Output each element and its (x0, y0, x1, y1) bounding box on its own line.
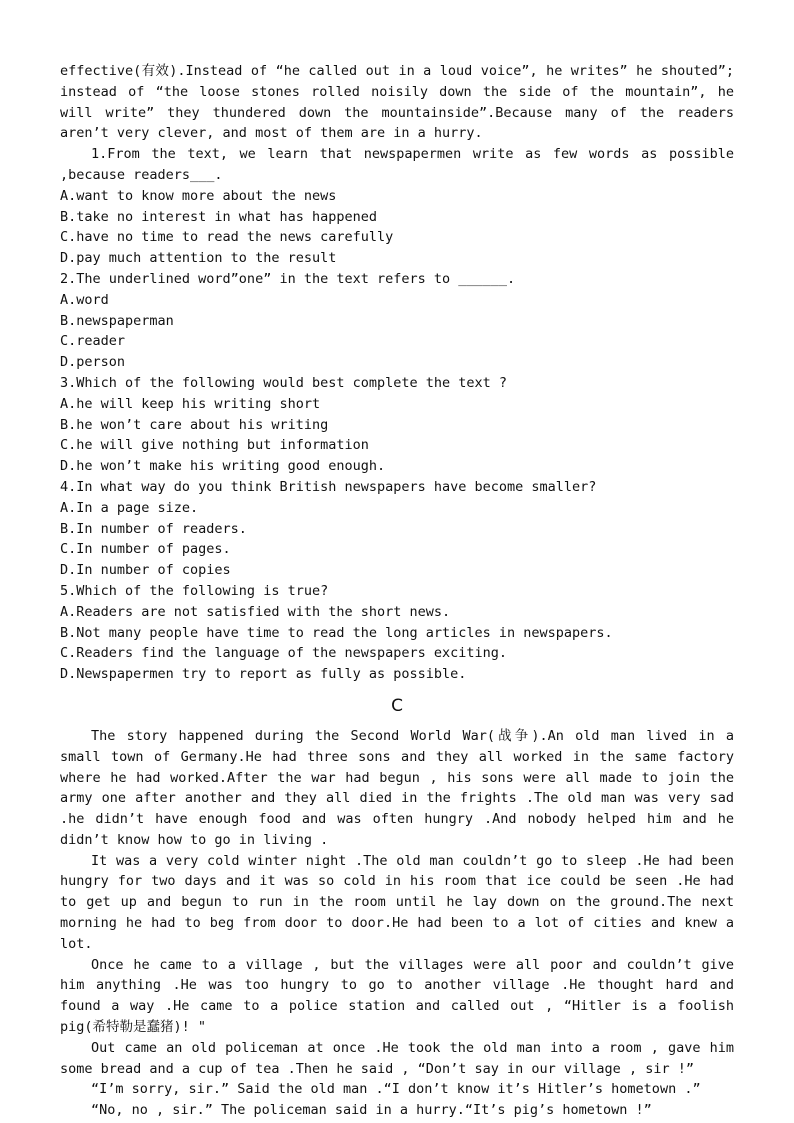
paragraph: Out came an old policeman at once .He took the old man into a room , gave him some bread and a cup of tea .Then he said , “Don’t say in our village , sir !” (60, 1039, 734, 1077)
passage-b-tail: effective(有效).Instead of “he called out in a loud voice”, he writes” he shouted”; instead of “the loose stones rolled noisily down the side of the mountain”, he will write” they thundered down the mountainside”.Because many of the readers aren’t very clever, and most of them are in a hurry. (60, 63, 734, 142)
paragraph: The story happened during the Second World War(战争).An old man lived in a small town of Germany.He had three sons and they all worked in the same factory where he had worked.After the war had begun , his sons were all made to join the army one after another and they all died in the frights .The old man was very sad .he didn’t have enough food and was often hungry .And nobody helped him and he didn’t know how to go in living . (60, 727, 734, 848)
option-d: D.person (60, 354, 126, 371)
option-c: C.In number of pages. (60, 541, 231, 558)
question-3 (60, 373, 734, 477)
option-a: A.Readers are not satisfied with the short news. (60, 603, 451, 620)
question-stem: 1.From the text, we learn that newspapermen write as few words as possible ,because readers___. (60, 146, 734, 183)
question-4 (60, 477, 734, 581)
question-1 (60, 144, 734, 269)
paragraph: It was a very cold winter night .The old man couldn’t go to sleep .He had been hungry for two days and it was so cold in his room that ice could be seen .He had to get up and begun to run in the room until he lay down on the ground.The next morning he had to beg from door to door.He had been to a lot of cities and knew a lot. (60, 852, 734, 952)
question-2 (60, 269, 734, 373)
option-a: A.word (60, 291, 109, 308)
document-page (60, 61, 734, 1121)
option-b: B.In number of readers. (60, 520, 247, 537)
option-c: C.have no time to read the news carefully (60, 229, 394, 246)
question-stem: 5.Which of the following is true? (60, 582, 329, 599)
question-5 (60, 581, 734, 685)
dialogue-line: “I’m sorry, sir.” Said the old man .“I don’t know it’s Hitler’s hometown .” (91, 1081, 701, 1098)
option-b: B.Not many people have time to read the long articles in newspapers. (60, 624, 613, 641)
option-a: A.want to know more about the news (60, 187, 337, 204)
option-b: B.he won’t care about his writing (60, 416, 329, 433)
question-stem: 3.Which of the following would best complete the text ? (60, 374, 508, 391)
option-c: C.Readers find the language of the newspapers exciting. (60, 645, 508, 662)
section-c-passage (60, 726, 734, 1121)
option-d: D.pay much attention to the result (60, 250, 337, 267)
paragraph: Once he came to a village , but the villages were all poor and couldn’t give him anything .He was too hungry to go to another village .He thought hard and found a way .He came to a police station and called out , “Hitler is a foolish pig(希特勒是蠢猪)! " (60, 956, 734, 1036)
option-d: D.he won’t make his writing good enough. (60, 458, 386, 475)
option-a: A.In a page size. (60, 499, 199, 516)
option-a: A.he will keep his writing short (60, 395, 321, 412)
option-d: D.Newspapermen try to report as fully as possible. (60, 666, 467, 683)
option-c: C.reader (60, 333, 126, 350)
dialogue-line: “No, no , sir.” The policeman said in a hurry.“It’s pig’s hometown !” (91, 1102, 652, 1119)
section-c-heading: C (391, 695, 403, 716)
question-stem: 4.In what way do you think British newspapers have become smaller? (60, 478, 597, 495)
option-d: D.In number of copies (60, 562, 231, 579)
option-b: B.take no interest in what has happened (60, 208, 377, 225)
question-stem: 2.The underlined word”one” in the text refers to ______. (60, 270, 516, 287)
option-c: C.he will give nothing but information (60, 437, 369, 454)
option-b: B.newspaperman (60, 312, 174, 329)
